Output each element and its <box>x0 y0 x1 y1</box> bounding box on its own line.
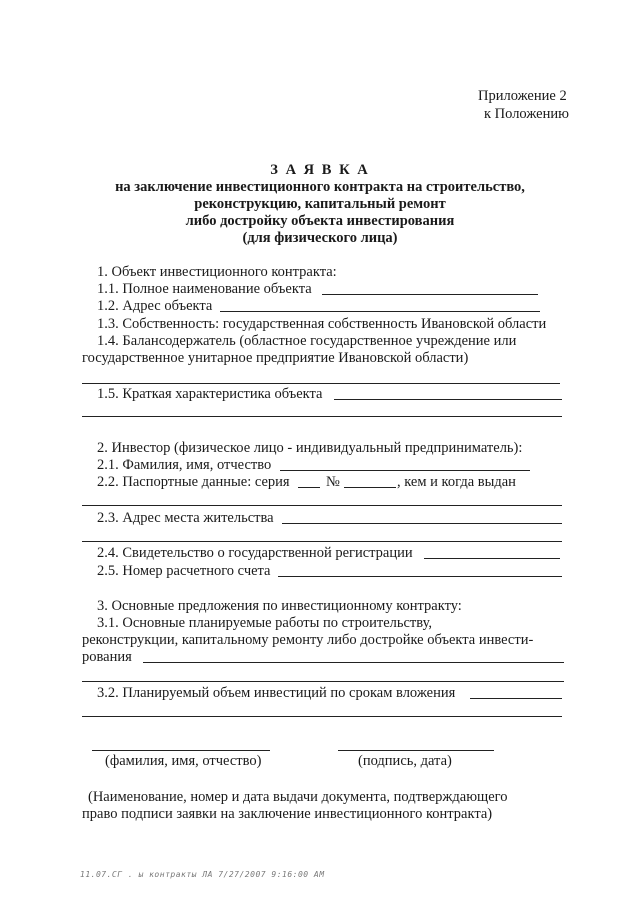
item-2-1-label: 2.1. Фамилия, имя, отчество <box>97 457 272 473</box>
section-2-heading: 2. Инвестор (физическое лицо - индивидуальный предприниматель): <box>97 440 523 456</box>
item-1-4-field[interactable] <box>82 383 560 384</box>
fio-caption: (фамилия, имя, отчество) <box>105 753 262 769</box>
appendix-label: Приложение 2 <box>478 88 567 104</box>
item-2-3-field-extra[interactable] <box>82 541 562 542</box>
note-line-1: (Наименование, номер и дата выдачи документа, подтверждающего <box>88 789 508 805</box>
item-3-2-field[interactable] <box>470 698 562 699</box>
item-1-4-label-a: 1.4. Балансодержатель (областное государственное учреждение или <box>97 333 517 349</box>
item-1-5-field-extra[interactable] <box>82 416 562 417</box>
sign-date-line[interactable] <box>338 750 494 751</box>
item-2-4-field[interactable] <box>424 558 560 559</box>
item-2-5-field[interactable] <box>278 576 562 577</box>
item-2-1-field[interactable] <box>280 470 530 471</box>
item-2-4-label: 2.4. Свидетельство о государственной регистрации <box>97 545 413 561</box>
item-2-2-field[interactable] <box>82 505 562 506</box>
page-title: З А Я В К А <box>270 162 370 178</box>
print-stamp: 11.07.СГ . ы контракты ЛА 7/27/2007 9:16:00 AM <box>80 870 325 879</box>
item-1-3-label: 1.3. Собственность: государственная собственность Ивановской области <box>97 316 547 332</box>
item-3-2-field-extra[interactable] <box>82 716 562 717</box>
title-line-2: реконструкцию, капитальный ремонт <box>194 196 446 212</box>
passport-series-field[interactable] <box>298 487 320 488</box>
title-line-3: либо достройку объекта инвестирования <box>185 213 455 229</box>
passport-issued-label: , кем и когда выдан <box>397 474 516 490</box>
item-1-2-label: 1.2. Адрес объекта <box>97 298 213 314</box>
item-3-1-label-b: реконструкции, капитальному ремонту либо достройке объекта инвести- <box>82 632 534 648</box>
sign-date-caption: (подпись, дата) <box>358 753 452 769</box>
item-2-2-label: 2.2. Паспортные данные: серия <box>97 474 290 490</box>
item-3-2-label: 3.2. Планируемый объем инвестиций по срокам вложения <box>97 685 456 701</box>
item-2-3-label: 2.3. Адрес места жительства <box>97 510 274 526</box>
item-1-5-label: 1.5. Краткая характеристика объекта <box>97 386 323 402</box>
regulation-label: к Положению <box>484 106 569 122</box>
item-3-1-label-c: рования <box>82 649 132 665</box>
item-3-1-field-extra[interactable] <box>82 681 564 682</box>
note-line-2: право подписи заявки на заключение инвестиционного контракта) <box>82 806 493 822</box>
section-1-heading: 1. Объект инвестиционного контракта: <box>97 264 337 280</box>
item-3-1-field[interactable] <box>143 662 564 663</box>
item-1-5-field[interactable] <box>334 399 562 400</box>
fio-signature-line[interactable] <box>92 750 270 751</box>
title-line-4: (для физического лица) <box>242 230 398 246</box>
item-2-3-field[interactable] <box>282 523 562 524</box>
item-1-4-label-b: государственное унитарное предприятие Ивановской области) <box>82 350 469 366</box>
title-line-1: на заключение инвестиционного контракта на строительство, <box>115 179 525 195</box>
item-1-1-label: 1.1. Полное наименование объекта <box>97 281 312 297</box>
passport-number-sign: № <box>326 474 340 490</box>
item-3-1-label-a: 3.1. Основные планируемые работы по строительству, <box>97 615 433 631</box>
item-2-5-label: 2.5. Номер расчетного счета <box>97 563 271 579</box>
section-3-heading: 3. Основные предложения по инвестиционному контракту: <box>97 598 462 614</box>
item-1-2-field[interactable] <box>220 311 540 312</box>
passport-number-field[interactable] <box>344 487 396 488</box>
item-1-1-field[interactable] <box>322 294 538 295</box>
